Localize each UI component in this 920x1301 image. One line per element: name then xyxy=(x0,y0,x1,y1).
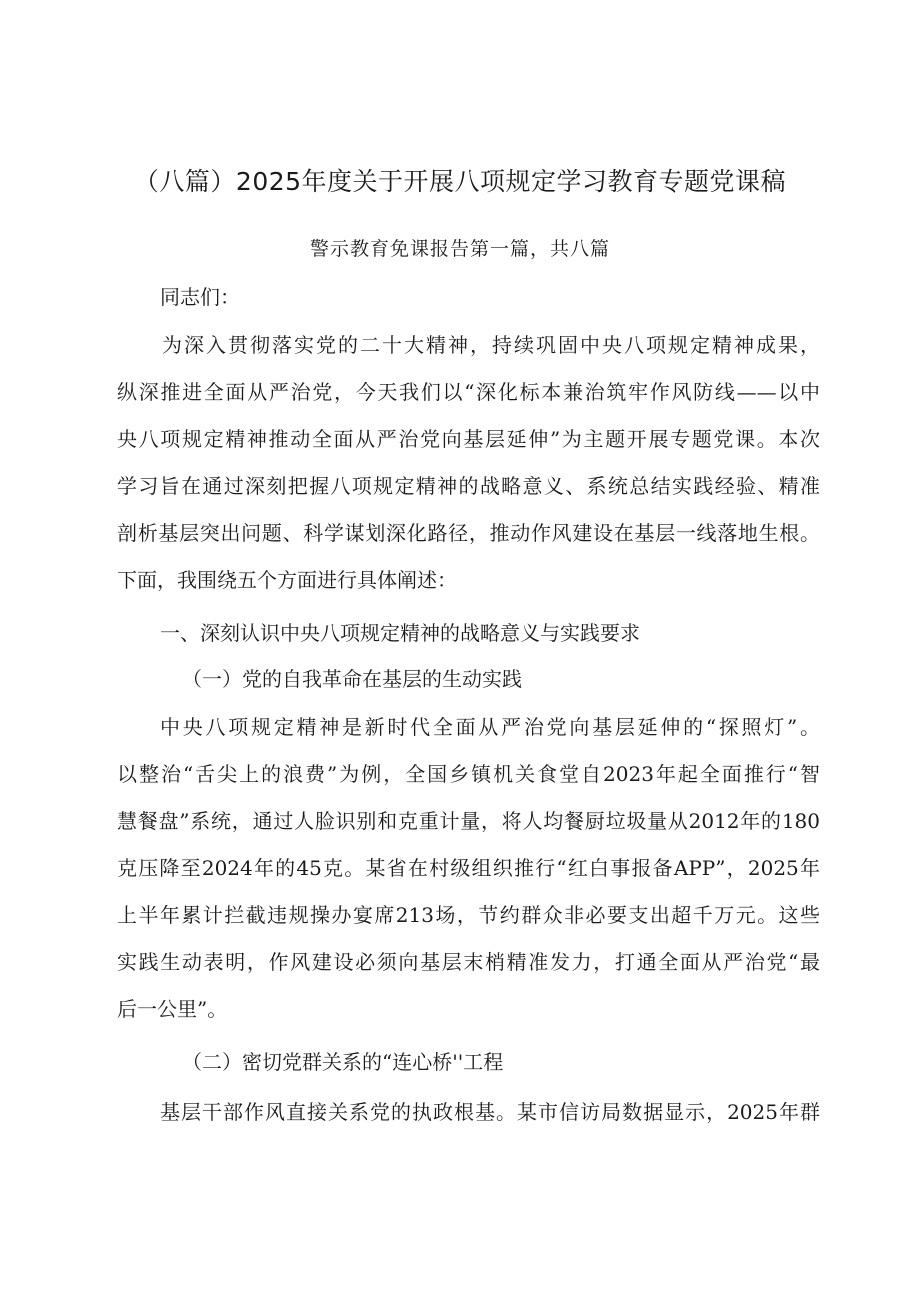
sub1-line-2: 以整治“舌尖上的浪费”为例，全国乡镇机关食堂自2023年起全面推行“智 xyxy=(117,762,820,786)
sub1-line-6: 实践生动表明，作风建设必须向基层末梢精准发力，打通全面从严治党“最 xyxy=(117,950,820,974)
document-subtitle: 警示教育免课报告第一篇，共八篇 xyxy=(309,238,610,260)
sub1-line-7: 后一公里”。 xyxy=(117,997,228,1021)
sub1-line-3: 慧餐盘”系统，通过人脸识别和克重计量，将人均餐厨垃圾量从2012年的180 xyxy=(117,809,820,833)
intro-line-5: 剖析基层突出问题、科学谋划深化路径，推动作风建设在基层一线落地生根。 xyxy=(117,521,820,545)
intro-line-4: 学习旨在通过深刻把握八项规定精神的战略意义、系统总结实践经验、精准 xyxy=(117,474,820,498)
sub1-line-1: 中央八项规定精神是新时代全面从严治党向基层延伸的“探照灯”。 xyxy=(160,715,820,739)
intro-line-1: 为深入贯彻落实党的二十大精神，持续巩固中央八项规定精神成果， xyxy=(162,333,820,357)
intro-line-6: 下面，我围绕五个方面进行具体阐述： xyxy=(117,568,457,592)
subsection-heading-1: （一）党的自我革命在基层的生动实践 xyxy=(182,667,522,691)
intro-line-2: 纵深推进全面从严治党，今天我们以“深化标本兼治筑牢作风防线——以中 xyxy=(117,380,820,404)
section-heading-1: 一、深刻认识中央八项规定精神的战略意义与实践要求 xyxy=(160,621,640,645)
sub2-line-1: 基层干部作风直接关系党的执政根基。某市信访局数据显示，2025年群 xyxy=(160,1100,820,1124)
subsection-heading-2: （二）密切党群关系的“连心桥''工程 xyxy=(182,1050,504,1074)
sub1-line-4: 克压降至2024年的45克。某省在村级组织推行“红白事报备APP”，2025年 xyxy=(117,856,820,880)
document-title: （八篇）2025年度关于开展八项规定学习教育专题党课稿 xyxy=(133,167,787,196)
sub1-line-5: 上半年累计拦截违规操办宴席213场，节约群众非必要支出超千万元。这些 xyxy=(117,903,820,927)
greeting: 同志们： xyxy=(160,285,240,309)
intro-line-3: 央八项规定精神推动全面从严治党向基层延伸”为主题开展专题党课。本次 xyxy=(117,427,820,451)
